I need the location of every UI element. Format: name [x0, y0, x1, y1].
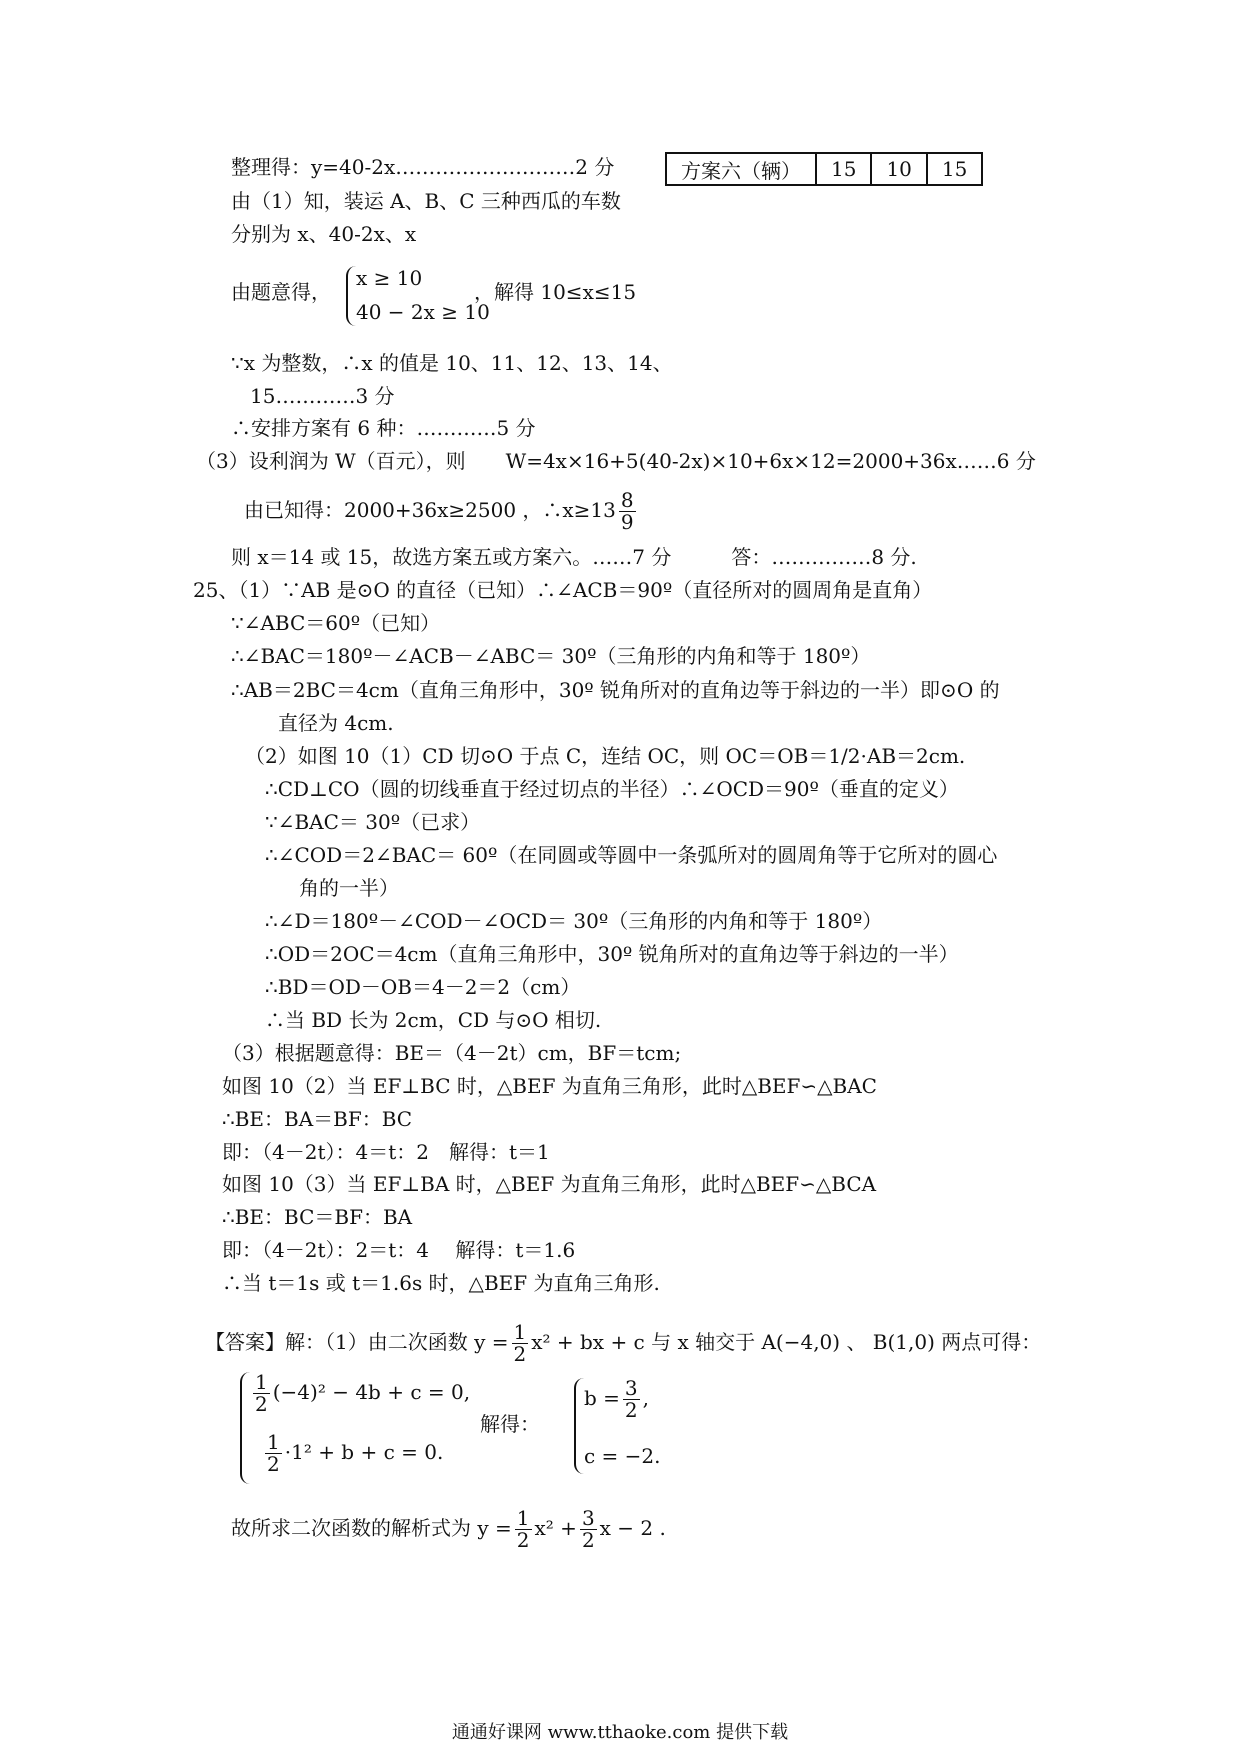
text-line: 解得：	[480, 1412, 540, 1436]
fraction-denominator: 2	[255, 1392, 268, 1416]
text-line: ∴CD⊥CO（圆的切线垂直于经过切点的半径）∴∠OCD＝90º（垂直的定义）	[265, 777, 959, 801]
text-line: 整理得：y=40-2x………………………2 分	[231, 155, 615, 179]
fraction-denominator: 2	[513, 1342, 527, 1366]
fraction	[253, 1372, 270, 1415]
fraction	[619, 490, 636, 533]
text-segment: x² + bx + c 与 x 轴交于 A(−4,0) 、 B(1,0) 两点可得：	[531, 1330, 1042, 1354]
fraction	[265, 1432, 282, 1475]
fraction-denominator: 2	[267, 1452, 280, 1476]
text-line: 25、（1）∵AB 是⊙O 的直径（已知）∴∠ACB＝90º（直径所对的圆周角是直角）	[193, 578, 933, 602]
fraction-numerator: 8	[620, 488, 634, 512]
text-segment: 故所求二次函数的解析式为 y =	[231, 1516, 512, 1540]
text-line: 直径为 4cm.	[278, 711, 394, 735]
text-line: ∴安排方案有 6 种：…………5 分	[231, 416, 536, 440]
fraction	[623, 1378, 640, 1421]
text-line: 由（1）知，装运 A、B、C 三种西瓜的车数	[231, 189, 621, 213]
fraction	[580, 1508, 597, 1551]
text-line: ∴当 BD 长为 2cm，CD 与⊙O 相切.	[265, 1008, 602, 1032]
text-line: 即：（4－2t）：2＝t：4 解得：t＝1.6	[222, 1238, 576, 1262]
equation-line	[262, 1432, 443, 1475]
fraction-denominator: 2	[516, 1528, 530, 1552]
text-line: ∴∠BAC＝180º－∠ACB－∠ABC＝ 30º（三角形的内角和等于 180º）	[231, 644, 871, 668]
inequality-line: x ≥ 10	[356, 266, 423, 290]
text-line: （3）根据题意得：BE＝（4－2t）cm，BF＝tcm;	[222, 1041, 682, 1065]
text-line: ，解得 10≤x≤15	[474, 280, 637, 304]
text-line: 分别为 x、40-2x、x	[231, 222, 417, 246]
inequality-line: 40 − 2x ≥ 10	[356, 300, 490, 324]
text-line: ∵∠BAC＝ 30º（已求）	[265, 810, 481, 834]
plan-table	[665, 152, 983, 186]
brace-symbol	[346, 266, 356, 326]
text-line: ∴BE：BA＝BF：BC	[222, 1107, 413, 1131]
text-line: 则 x＝14 或 15，故选方案五或方案六。……7 分 答：……………8 分.	[231, 545, 917, 569]
plan-value-cell: 10	[871, 153, 926, 185]
text-segment: x − 2 .	[599, 1516, 666, 1540]
text-segment: ·1² + b + c = 0.	[284, 1440, 444, 1464]
equation-line	[584, 1378, 649, 1421]
text-line: ∴当 t＝1s 或 t＝1.6s 时，△BEF 为直角三角形.	[222, 1271, 660, 1295]
equation-line: c = −2.	[584, 1444, 661, 1468]
text-line	[231, 1508, 666, 1551]
text-line: ∴AB＝2BC＝4cm（直角三角形中，30º 锐角所对的直角边等于斜边的一半）即⊙O 的	[231, 678, 1000, 702]
text-line	[244, 490, 639, 533]
fraction-numerator: 1	[516, 1506, 530, 1530]
text-segment: (−4)² − 4b + c = 0,	[272, 1380, 471, 1404]
fraction	[515, 1508, 532, 1551]
text-segment: ,	[642, 1386, 650, 1410]
text-line: ∴BE：BC＝BF：BA	[222, 1205, 413, 1229]
text-line: ∵∠ABC＝60º（已知）	[231, 611, 441, 635]
brace-symbol	[574, 1378, 584, 1474]
text-line: （2）如图 10（1）CD 切⊙O 于点 C，连结 OC，则 OC＝OB＝1/2·AB＝2cm.	[245, 744, 966, 768]
fraction-numerator: 3	[581, 1506, 595, 1530]
text-line: ∴∠D＝180º－∠COD－∠OCD＝ 30º（三角形的内角和等于 180º）	[265, 909, 883, 933]
text-line: （3）设利润为 W（百元），则 W=4x×16+5(40-2x)×10+6x×12=2000+36x……6 分	[196, 449, 1036, 473]
text-line: 角的一半）	[299, 876, 399, 900]
page-footer: 通通好课网 www.tthaoke.com 提供下载	[451, 1722, 789, 1743]
plan-table-row	[666, 153, 982, 185]
text-line: ∵x 为整数，∴x 的值是 10、11、12、13、14、	[231, 351, 673, 375]
fraction-numerator: 1	[255, 1370, 268, 1394]
text-line: 如图 10（3）当 EF⊥BA 时，△BEF 为直角三角形，此时△BEF∽△BCA	[222, 1172, 877, 1196]
text-segment: x² +	[534, 1516, 577, 1540]
answer-heading	[205, 1322, 1041, 1365]
fraction-numerator: 1	[513, 1320, 527, 1344]
fraction-denominator: 2	[581, 1528, 595, 1552]
text-line: 15…………3 分	[250, 384, 395, 408]
text-line: ∴BD＝OD－OB＝4－2＝2（cm）	[265, 975, 581, 999]
text-line: ∴∠COD＝2∠BAC＝ 60º（在同圆或等圆中一条弧所对的圆周角等于它所对的圆心	[265, 843, 998, 867]
text-line: 由题意得，	[231, 280, 331, 304]
fraction-denominator: 9	[620, 510, 634, 534]
fraction-numerator: 3	[624, 1376, 638, 1400]
text-line: 如图 10（2）当 EF⊥BC 时，△BEF 为直角三角形，此时△BEF∽△BAC	[222, 1074, 877, 1098]
plan-value-cell: 15	[927, 153, 982, 185]
fraction-numerator: 1	[267, 1430, 280, 1454]
fraction	[512, 1322, 529, 1365]
plan-label-cell: 方案六（辆）	[666, 153, 816, 185]
equation-line	[250, 1372, 470, 1415]
text-line: 即：（4－2t）：4＝t：2 解得：t＝1	[222, 1140, 550, 1164]
text-segment: b =	[584, 1386, 620, 1410]
plan-value-cell: 15	[816, 153, 871, 185]
fraction-denominator: 2	[624, 1398, 638, 1422]
text-segment: 【答案】解：（1）由二次函数 y =	[205, 1330, 509, 1354]
text-line: ∴OD＝2OC＝4cm（直角三角形中，30º 锐角所对的直角边等于斜边的一半）	[265, 942, 959, 966]
text-segment: 由已知得：2000+36x≥2500 ，∴x≥13	[244, 498, 616, 522]
